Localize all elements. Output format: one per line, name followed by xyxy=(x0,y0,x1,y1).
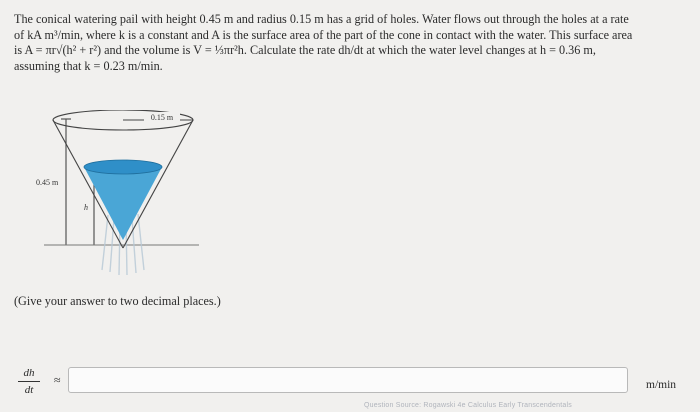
watering-pail-diagram xyxy=(24,110,214,280)
problem-statement xyxy=(14,12,694,74)
derivative-label xyxy=(18,366,40,397)
problem-line-2: of kA m³/min, where k is a constant and A is the surface area of the part of the cone in contact with the water. This surface area xyxy=(14,27,633,42)
water-level-label: h xyxy=(84,203,88,212)
radius-label: 0.15 m xyxy=(150,113,174,122)
water-body xyxy=(84,167,162,240)
water-surface xyxy=(84,160,162,174)
cone-figure xyxy=(24,110,214,280)
answer-unit: m/min xyxy=(646,379,677,391)
problem-line-3: is A = πr√(h² + r²) and the volume is V = ⅓πr²h. Calculate the rate dh/dt at which the water level changes at h = 0.36 m, xyxy=(14,43,596,58)
approx-symbol: ≈ xyxy=(54,373,61,387)
problem-line-1: The conical watering pail with height 0.45 m and radius 0.15 m has a grid of holes. Water flows out through the holes at a rate xyxy=(14,12,629,26)
derivative-denominator: dt xyxy=(24,384,34,396)
answer-instruction: (Give your answer to two decimal places.) xyxy=(14,294,221,308)
height-label: 0.45 m xyxy=(36,178,59,187)
question-source: Question Source: Rogawski 4e Calculus Early Transcendentals xyxy=(364,402,572,409)
answer-input[interactable] xyxy=(68,367,628,393)
derivative-numerator: dh xyxy=(23,367,35,379)
problem-line-4: assuming that k = 0.23 m/min. xyxy=(14,58,163,73)
